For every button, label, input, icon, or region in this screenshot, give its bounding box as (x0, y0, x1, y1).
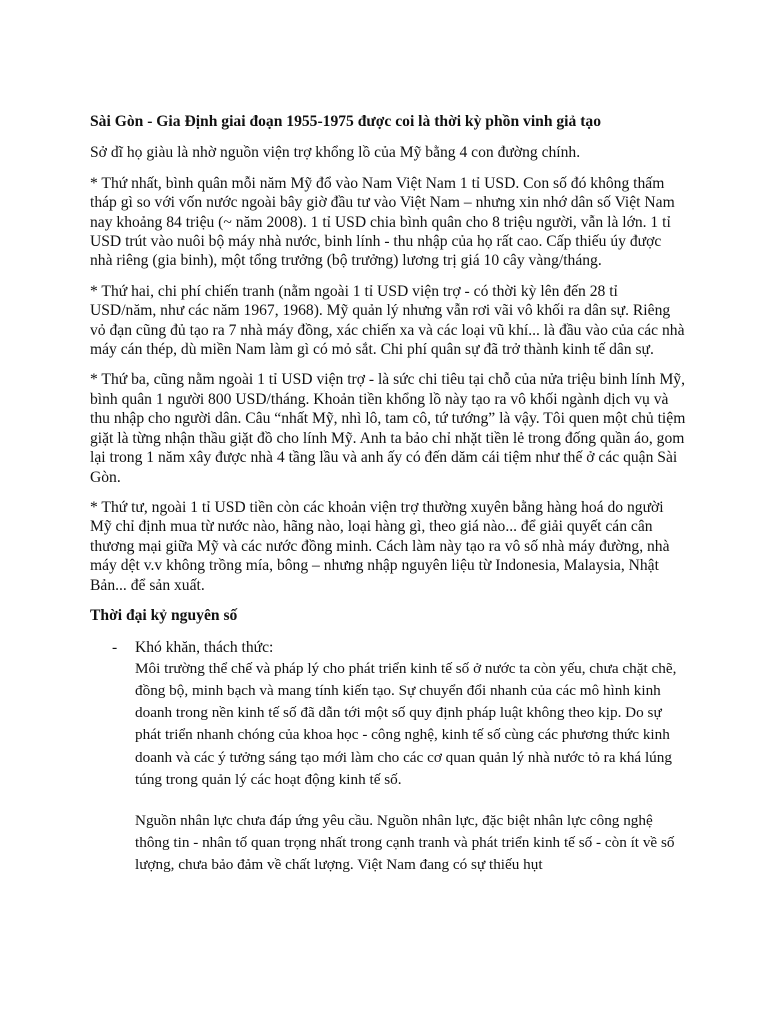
list-paragraph-institutions: Môi trường thể chế và pháp lý cho phát triển kinh tế số ở nước ta còn yếu, chưa chặt chẽ, đồng bộ, minh bạch và mang tính kiến tạo. Sự chuyển đổi nhanh của các mô hình kinh doanh trong nền kinh tế số đã dẫn tới một số quy định pháp luật không theo kịp. Do sự phát triển nhanh chóng của khoa học - công nghệ, kinh tế số cùng các phương thức kinh doanh và các ý tưởng sáng tạo mới làm cho các cơ quan quản lý nhà nước tỏ ra khá lúng túng trong quản lý các hoạt động kinh tế số. (135, 659, 677, 788)
list-paragraph-human-resources: Nguồn nhân lực chưa đáp ứng yêu cầu. Nguồn nhân lực, đặc biệt nhân lực công nghệ thông tin - nhân tố quan trọng nhất trong cạnh tranh và phát triển kinh tế số - còn ít về số lượng, chưa bảo đảm về chất lượng. Việt Nam đang có sự thiếu hụt (135, 811, 675, 874)
document-body (90, 112, 686, 896)
paragraph-third-route: * Thứ ba, cũng nằm ngoài 1 tỉ USD viện trợ - là sức chi tiêu tại chỗ của nửa triệu binh lính Mỹ, bình quân 1 người 800 USD/tháng. Khoản tiền khổng lồ này tạo ra vô khối ngành dịch vụ và thu nhập cho người dân. Câu “nhất Mỹ, nhì lô, tam cô, tứ tướng” là vậy. Tôi quen một chủ tiệm giặt là từng nhận thầu giặt đồ cho lính Mỹ. Anh ta bảo chỉ nhặt tiền lẻ trong đống quần áo, gom lại trong 1 năm xây được nhà 4 tầng lầu và anh ấy có đến dăm cái tiệm như thế ở các quận Sài Gòn. (90, 371, 686, 486)
paragraph-first-route: * Thứ nhất, bình quân mỗi năm Mỹ đổ vào Nam Việt Nam 1 tỉ USD. Con số đó không thấm tháp gì so với vốn nước ngoài bây giờ đầu tư vào Việt Nam – nhưng xin nhớ dân số Việt Nam nay khoảng 84 triệu (~ năm 2008). 1 tỉ USD chia bình quân cho 8 triệu người, vẫn là lớn. 1 tỉ USD trút vào nuôi bộ máy nhà nước, binh lính - thu nhập của họ rất cao. Cấp thiếu úy được nhà riêng (gia binh), một tổng trưởng (bộ trưởng) lương trị giá 10 cây vàng/tháng. (90, 174, 675, 270)
paragraph-fourth-route: * Thứ tư, ngoài 1 tỉ USD tiền còn các khoản viện trợ thường xuyên bằng hàng hoá do người Mỹ chỉ định mua từ nước nào, hãng nào, loại hàng gì, theo giá nào... để giải quyết cán cân thương mại giữa Mỹ và các nước đồng minh. Cách làm này tạo ra vô số nhà máy đường, nhà máy dệt v.v không trồng mía, bông – nhưng nhập nguyên liệu từ Indonesia, Malaysia, Nhật Bản... để sản xuất. (90, 498, 670, 594)
section-title: Thời đại kỷ nguyên số (90, 606, 238, 624)
paragraph-second-route: * Thứ hai, chi phí chiến tranh (nằm ngoài 1 tỉ USD viện trợ - có thời kỳ lên đến 28 tỉ USD/năm, như các năm 1967, 1968). Mỹ quản lý nhưng vẫn rơi vãi vô khối ra dân sự. Riêng vỏ đạn cũng đủ tạo ra 7 nhà máy đồng, xác chiến xa và các loại vũ khí... là đầu vào của các nhà máy cán thép, dù miền Nam làm gì có mỏ sắt. Chi phí quân sự đã trở thành kinh tế dân sự. (90, 282, 685, 359)
list-item-challenges (90, 638, 686, 876)
list-lead-text: Khó khăn, thách thức: (135, 639, 274, 657)
document-title: Sài Gòn - Gia Định giai đoạn 1955-1975 được coi là thời kỳ phồn vinh giả tạo (90, 113, 601, 130)
intro-paragraph: Sở dĩ họ giàu là nhờ nguồn viện trợ khổng lồ của Mỹ bằng 4 con đường chính. (90, 144, 581, 162)
list-bullet: - (112, 639, 118, 657)
